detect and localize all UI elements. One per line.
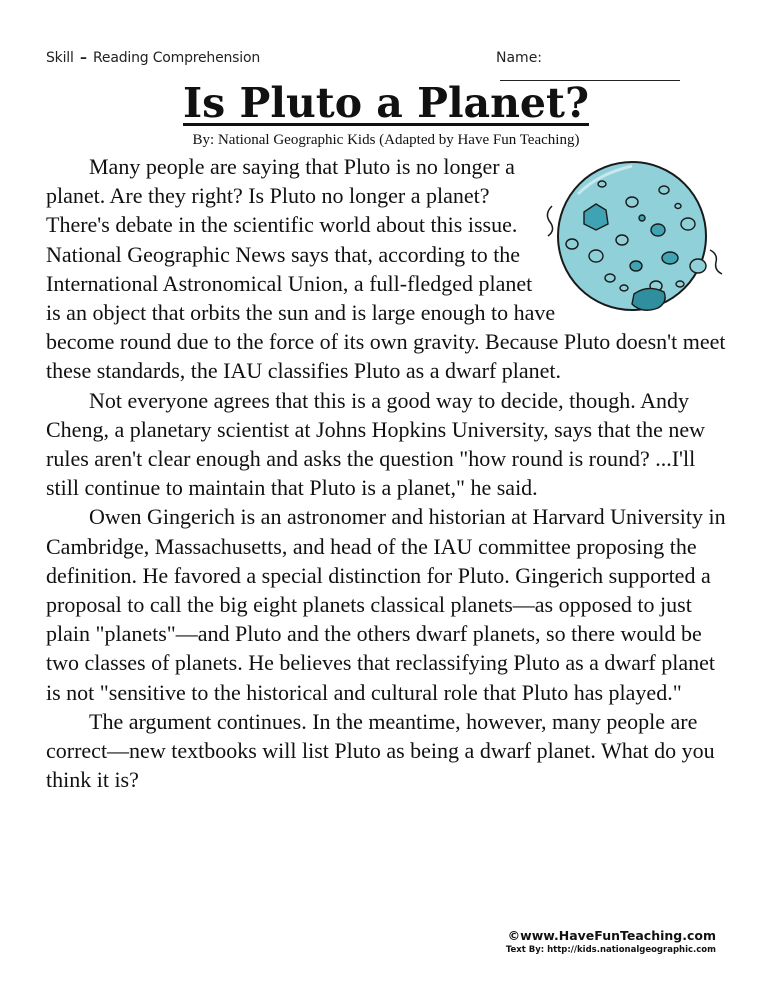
worksheet-header (46, 48, 726, 72)
footer-credit: Text By: http://kids.nationalgeographic.com (505, 945, 716, 955)
footer (506, 927, 716, 956)
byline: By: National Geographic Kids (Adapted by Have Fun Teaching) (192, 132, 580, 148)
article-paragraph-2: Not everyone agrees that this is a good way to decide, though. Andy Cheng, a planetary scientist at Johns Hopkins University, says that the new rules aren't clear enough and asks the question "how round is round? ...I'll still continue to maintain that Pluto is a planet," he said. (46, 387, 706, 501)
article-body (46, 152, 726, 794)
article-paragraph-1: Many people are saying that Pluto is no longer a planet. Are they right? Is Pluto no longer a planet? There's debate in the scientific world about this issue. National Geographic News says that, according to the International Astronomical Union, a full-fledged planet is an object that orbits the sun and is large enough to have become round due to the force of its own gravity. Because Pluto doesn't meet these standards, the IAU classifies Pluto as a dwarf planet. (46, 154, 726, 384)
skill-word: Skill (46, 50, 74, 66)
skill-topic: Reading Comprehension (93, 50, 261, 66)
pluto-planet-illustration (538, 154, 726, 322)
article-paragraph-4: The argument continues. In the meantime, however, many people are correct—new textbooks will list Pluto as being a dwarf planet. What do you think it is? (46, 708, 715, 793)
skill-label (46, 50, 260, 66)
name-label: Name: (496, 50, 543, 66)
article-paragraph-3: Owen Gingerich is an astronomer and historian at Harvard University in Cambridge, Massachusetts, and head of the IAU committee proposing the definition. He favored a special distinction for Pluto. Gingerich supported a proposal to call the big eight planets classical planets—as opposed to just plain "planets"—and Pluto and the others dwarf planets, so there would be two classes of planets. He believes that reclassifying Pluto as a dwarf planet is not "sensitive to the historical and cultural role that Pluto has played." (46, 504, 726, 705)
page-title: Is Pluto a Planet? (183, 79, 589, 127)
skill-dash: – (79, 50, 87, 66)
footer-site: ©www.HaveFunTeaching.com (507, 928, 716, 943)
